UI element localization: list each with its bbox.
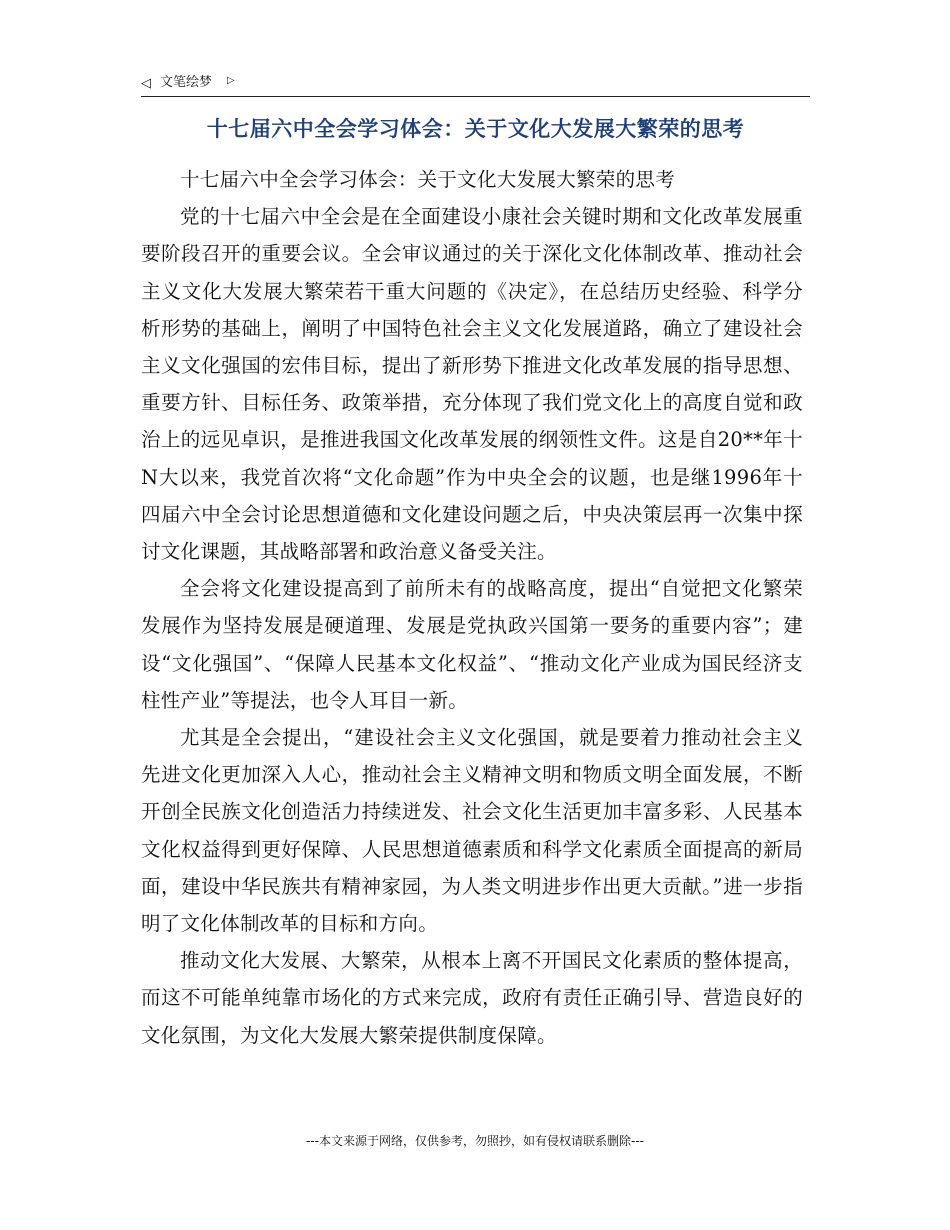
paragraph: 尤其是全会提出，“建设社会主义文化强国，就是要着力推动社会主义先进文化更加深入人心，推动社会主义精神文明和物质文明全面发展，不断开创全民族文化创造活力持续迸发、社会文化生活更加丰富多彩、人民基本文化权益得到更好保障、人民思想道德素质和科学文化素质全面提高的新局面，建设中华民族共有精神家园，为人类文明进步作出更大贡献。”进一步指明了文化体制改革的目标和方向。 (141, 726, 803, 936)
document-body (141, 161, 803, 1054)
paragraph: 全会将文化建设提高到了前所未有的战略高度，提出“自觉把文化繁荣发展作为坚持发展是硬道理、发展是党执政兴国第一要务的重要内容”；建设“文化强国”、“保障人民基本文化权益”、“推动文化产业成为国民经济支柱性产业”等提法，也令人耳目一新。 (141, 577, 803, 712)
header-brand: 文笔绘梦 (160, 75, 213, 90)
paragraph: 党的十七届六中全会是在全面建设小康社会关键时期和文化改革发展重要阶段召开的重要会议。全会审议通过的关于深化文化体制改革、推动社会主义文化大发展大繁荣若干重大问题的《决定》，在总结历史经验、科学分析形势的基础上，阐明了中国特色社会主义文化发展道路，确立了建设社会主义文化强国的宏伟目标，提出了新形势下推进文化改革发展的指导思想、重要方针、目标任务、政策举措，充分体现了我们党文化上的高度自觉和政治上的远见卓识，是推进我国文化改革发展的纲领性文件。这是自20**年十N大以来，我党首次将“文化命题”作为中央全会的议题，也是继1996年十四届六中全会讨论思想道德和文化建设问题之后，中央决策层再一次集中探讨文化课题，其战略部署和政治意义备受关注。 (141, 205, 803, 564)
document-title: 十七届六中全会学习体会：关于文化大发展大繁荣的思考 (206, 117, 745, 141)
footer-disclaimer: ---本文来源于网络，仅供参考，勿照抄，如有侵权请联系删除--- (306, 1134, 644, 1148)
page-header (141, 74, 810, 97)
right-triangle-icon: ▷ (227, 75, 235, 86)
paragraph-subtitle: 十七届六中全会学习体会：关于文化大发展大繁荣的思考 (180, 168, 676, 191)
left-triangle-icon: ◁ (141, 76, 151, 91)
paragraph: 推动文化大发展、大繁荣，从根本上离不开国民文化素质的整体提高，而这不可能单纯靠市场化的方式来完成，政府有责任正确引导、营造良好的文化氛围，为文化大发展大繁荣提供制度保障。 (141, 949, 803, 1047)
